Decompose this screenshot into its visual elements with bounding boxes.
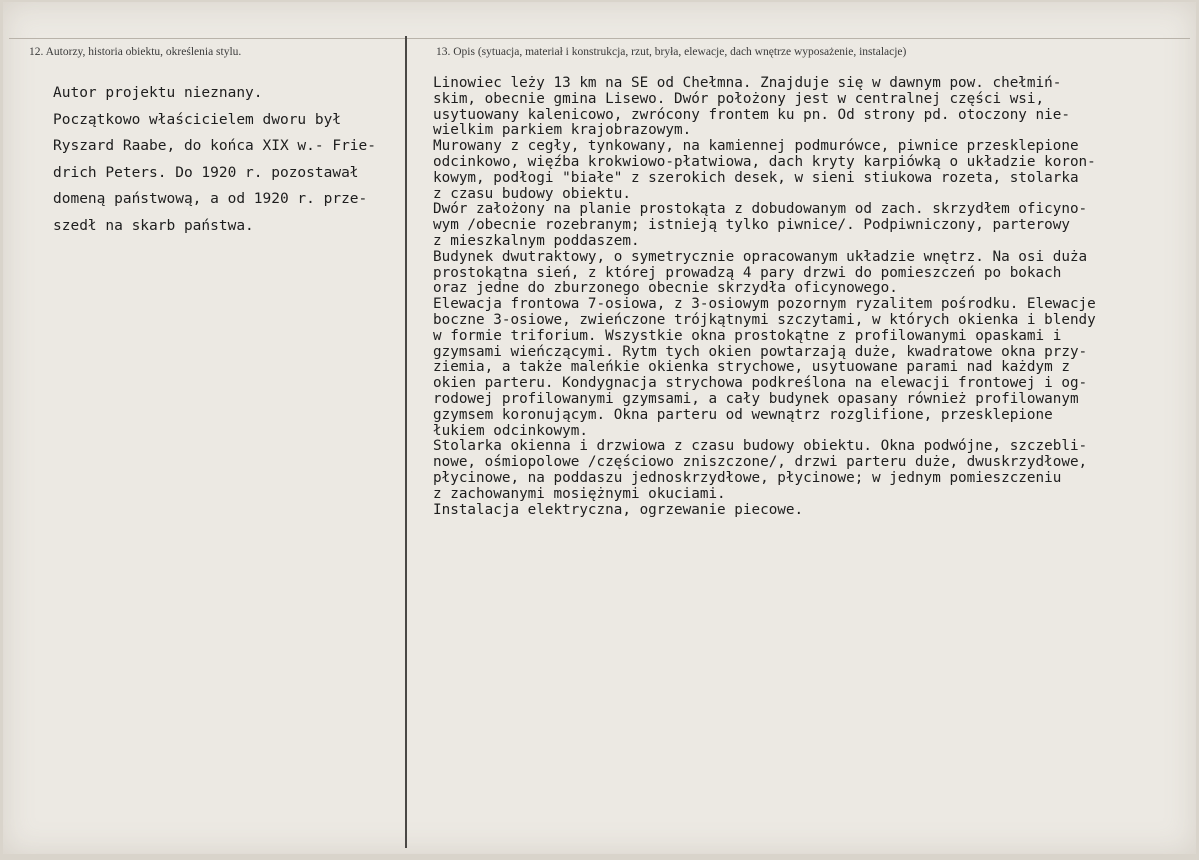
- text-line: Dwór założony na planie prostokąta z dobudowanym od zach. skrzydłem oficyno-: [433, 201, 1088, 218]
- text-line: Murowany z cegły, tynkowany, na kamiennej podmurówce, piwnice przesklepione: [433, 138, 1079, 155]
- text-line: Autor projektu nieznany.: [53, 85, 263, 101]
- description-text: [433, 76, 1193, 518]
- text-line: drich Peters. Do 1920 r. pozostawał: [53, 164, 359, 181]
- text-line: wym /obecnie rozebranym; istnieją tylko piwnice/. Podpiwniczony, parterowy: [433, 217, 1070, 234]
- text-line: boczne 3-osiowe, zwieńczone trójkątnymi szczytami, w których okienka i blendy: [433, 311, 1096, 328]
- text-line: Stolarka okienna i drzwiowa z czasu budowy obiektu. Okna podwójne, szczebli-: [433, 438, 1088, 455]
- text-line: prostokątna sień, z której prowadzą 4 pary drzwi do pomieszczeń po bokach: [433, 264, 1062, 281]
- inventory-card: [3, 2, 1196, 854]
- text-line: łukiem odcinkowym.: [433, 422, 588, 439]
- text-line: z mieszkalnym poddaszem.: [433, 232, 640, 249]
- text-line: rodowej profilowanymi gzymsami, a cały budynek opasany również profilowanym: [433, 390, 1079, 407]
- text-line: kowym, podłogi "białe" z szerokich desek, w sieni stiukowa rozeta, stolarka: [433, 169, 1079, 186]
- text-line: Instalacja elektryczna, ogrzewanie piecowe.: [433, 501, 804, 518]
- text-line: nowe, ośmiopolowe /częściowo zniszczone/, drzwi parteru duże, dwuskrzydłowe,: [433, 454, 1088, 471]
- text-line: gzymsami wieńczącymi. Rytm tych okien powtarzają duże, kwadratowe okna przy-: [433, 343, 1088, 360]
- authors-history-text: [53, 80, 393, 239]
- column-divider: [405, 36, 407, 848]
- text-line: usytuowany kalenicowo, zwrócony frontem ku pn. Od strony pd. otoczony nie-: [433, 106, 1070, 123]
- text-line: domeną państwową, a od 1920 r. prze-: [53, 191, 368, 207]
- text-line: Ryszard Raabe, do końca XIX w.- Frie-: [53, 138, 377, 154]
- text-line: ziemia, a także maleńkie okienka strychowe, usytuowane parami nad każdym z: [433, 359, 1070, 376]
- text-line: odcinkowo, więźba krokwiowo-płatwiowa, dach kryty karpiówką o układzie koron-: [433, 153, 1096, 170]
- text-line: oraz jedne do zburzonego obecnie skrzydła oficynowego.: [433, 280, 898, 297]
- text-line: Elewacja frontowa 7-osiowa, z 3-osiowym pozornym ryzalitem pośrodku. Elewacje: [433, 296, 1096, 313]
- text-line: gzymsem koronującym. Okna parteru od wewnątrz rozglifione, przesklepione: [433, 406, 1053, 423]
- header-rule: [9, 38, 1190, 39]
- right-column-header: 13. Opis (sytuacja, materiał i konstrukcja, rzut, bryła, elewacje, dach wnętrze wyposażenie, instalacje): [436, 46, 907, 58]
- text-line: w formie triforium. Wszystkie okna prostokątne z profilowanymi opaskami i: [433, 327, 1062, 344]
- text-line: wielkim parkiem krajobrazowym.: [433, 122, 692, 139]
- text-line: z czasu budowy obiektu.: [433, 185, 631, 202]
- text-line: Początkowo właścicielem dworu był: [53, 111, 342, 128]
- text-line: Budynek dwutraktowy, o symetrycznie opracowanym układzie wnętrz. Na osi duża: [433, 248, 1088, 265]
- left-column-header: 12. Autorzy, historia obiektu, określenia stylu.: [29, 46, 242, 58]
- text-line: szedł na skarb państwa.: [53, 217, 254, 234]
- text-line: Linowiec leży 13 km na SE od Chełmna. Znajduje się w dawnym pow. chełmiń-: [433, 75, 1062, 91]
- text-line: płycinowe, na poddaszu jednoskrzydłowe, płycinowe; w jednym pomieszczeniu: [433, 469, 1062, 486]
- text-line: okien parteru. Kondygnacja strychowa podkreślona na elewacji frontowej i og-: [433, 375, 1088, 392]
- text-line: skim, obecnie gmina Lisewo. Dwór położony jest w centralnej części wsi,: [433, 90, 1045, 107]
- text-line: z zachowanymi mosiężnymi okuciami.: [433, 485, 726, 502]
